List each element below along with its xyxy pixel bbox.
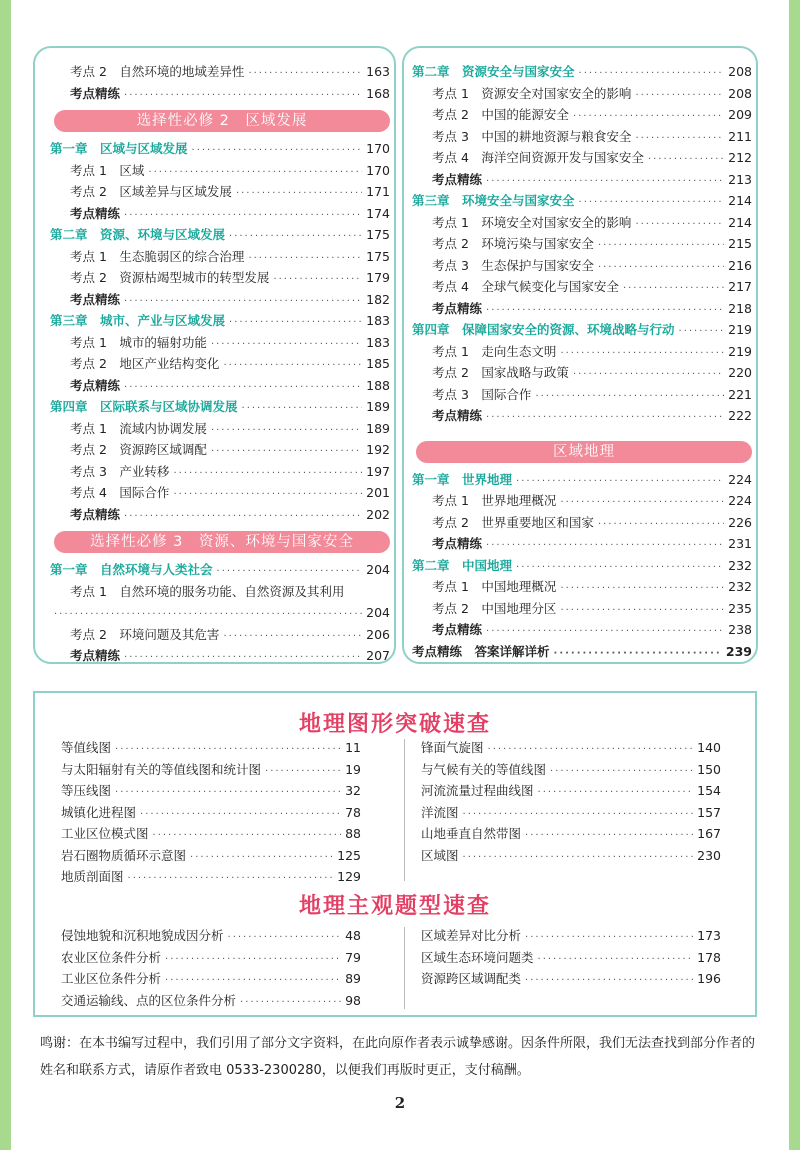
entry-page-number: 182 <box>366 291 390 307</box>
entry-page-number: 214 <box>728 193 752 208</box>
dot-leader <box>229 226 362 248</box>
entry-title: 考点精练 <box>70 377 121 393</box>
toc-entry <box>412 104 752 126</box>
dot-leader <box>190 847 333 869</box>
entry-page-number: 238 <box>728 622 752 637</box>
entry-title: 锋面气旋图 <box>421 740 484 755</box>
subjective-entry <box>61 925 361 947</box>
entry-title: 城镇化进程图 <box>61 804 137 820</box>
dot-leader <box>623 278 724 300</box>
entry-page-number: 224 <box>728 471 752 487</box>
entry-page-number: 212 <box>728 150 752 165</box>
entry-title: 考点 2 资源跨区域调配 <box>70 442 207 457</box>
toc-entry <box>412 576 752 598</box>
entry-page-number: 78 <box>345 804 361 820</box>
entry-page-number: 125 <box>337 847 361 863</box>
entry-page-number: 232 <box>728 579 752 594</box>
toc-practice-entry <box>412 533 752 555</box>
subjective-right-list <box>421 925 721 990</box>
dot-leader <box>516 471 724 493</box>
entry-page-number: 183 <box>366 334 390 350</box>
entry-title: 第二章 资源、环境与区域发展 <box>50 227 226 242</box>
graphic-entry <box>61 802 361 824</box>
entry-title: 考点精练 <box>70 506 121 522</box>
subjective-entry <box>61 990 361 1012</box>
entry-title: 考点精练 <box>432 300 483 316</box>
entry-page-number: 174 <box>366 205 390 221</box>
entry-title: 考点 1 走向生态文明 <box>432 343 557 359</box>
entry-page-number: 211 <box>728 128 752 144</box>
toc-practice-entry <box>50 83 390 105</box>
entry-title: 第三章 城市、产业与区域发展 <box>50 313 226 328</box>
entry-title: 考点 2 地区产业结构变化 <box>70 356 220 371</box>
entry-page-number: 232 <box>728 557 752 573</box>
toc-chapter-entry <box>412 319 752 341</box>
column-divider <box>404 927 405 1009</box>
subjective-entry <box>61 947 361 969</box>
dot-leader <box>598 514 724 536</box>
entry-page-number: 79 <box>345 949 361 965</box>
entry-title: 第四章 区际联系与区域协调发展 <box>50 399 238 414</box>
entry-page-number: 197 <box>366 463 390 479</box>
entry-page-number: 140 <box>697 740 721 755</box>
toc-right-column <box>412 61 752 662</box>
entry-page-number: 218 <box>728 300 752 316</box>
entry-page-number: 221 <box>728 386 752 402</box>
entry-page-number: 89 <box>345 971 361 986</box>
dot-leader <box>525 970 693 992</box>
entry-title: 考点 2 国家战略与政策 <box>432 365 569 380</box>
dot-leader <box>240 992 341 1014</box>
entry-page-number: 98 <box>345 992 361 1008</box>
entry-page-number: 220 <box>728 365 752 380</box>
entry-title: 第一章 区域与区域发展 <box>50 141 188 156</box>
entry-title: 第三章 环境安全与国家安全 <box>412 193 575 208</box>
toc-entry <box>412 341 752 363</box>
entry-page-number: 208 <box>728 85 752 101</box>
entry-page-number: 201 <box>366 485 390 500</box>
toc-entry <box>50 602 390 624</box>
toc-entry <box>412 362 752 384</box>
entry-title: 考点 4 国际合作 <box>70 485 170 500</box>
toc-entry <box>412 212 752 234</box>
dot-leader <box>560 343 724 365</box>
toc-entry <box>50 482 390 504</box>
dot-leader <box>165 949 341 971</box>
dot-leader <box>635 128 724 150</box>
entry-page-number: 235 <box>728 600 752 616</box>
dot-leader <box>228 927 342 949</box>
entry-title: 区域图 <box>421 847 459 863</box>
entry-page-number: 230 <box>697 847 721 863</box>
dot-leader <box>124 647 362 669</box>
toc-entry <box>412 126 752 148</box>
graphics-left-list <box>61 737 361 888</box>
dot-leader <box>242 398 363 420</box>
entry-title: 考点精练 <box>432 622 483 637</box>
entry-page-number: 189 <box>366 420 390 436</box>
entry-page-number: 207 <box>366 648 390 663</box>
entry-page-number: 154 <box>697 783 721 798</box>
entry-page-number: 222 <box>728 408 752 423</box>
entry-page-number: 178 <box>697 949 721 965</box>
dot-leader <box>579 192 725 214</box>
entry-title: 考点 1 中国地理概况 <box>432 579 557 594</box>
toc-entry <box>50 160 390 182</box>
graphic-entry <box>61 823 361 845</box>
dot-leader <box>248 248 362 270</box>
entry-page-number: 157 <box>697 804 721 820</box>
entry-page-number: 239 <box>725 643 752 659</box>
entry-page-number: 19 <box>345 761 361 777</box>
entry-title: 第一章 自然环境与人类社会 <box>50 562 213 577</box>
graphic-entry <box>421 823 721 845</box>
graphic-entry <box>61 737 361 759</box>
entry-title: 考点 4 海洋空间资源开发与国家安全 <box>432 150 644 165</box>
entry-page-number: 167 <box>697 826 721 841</box>
entry-title: 考点 3 生态保护与国家安全 <box>432 257 594 273</box>
entry-title: 考点精练 <box>432 171 483 187</box>
entry-page-number: 189 <box>366 399 390 414</box>
graphic-entry <box>61 780 361 802</box>
entry-title: 考点 2 中国的能源安全 <box>432 107 569 122</box>
entry-title: 资源跨区域调配类 <box>421 971 522 986</box>
entry-title: 考点 1 流域内协调发展 <box>70 420 207 436</box>
entry-title: 考点 3 国际合作 <box>432 386 532 402</box>
dot-leader <box>463 804 694 826</box>
toc-entry <box>412 384 752 406</box>
entry-page-number: 217 <box>728 279 752 294</box>
dot-leader <box>248 63 362 85</box>
dot-leader <box>525 927 693 949</box>
entry-page-number: 173 <box>697 928 721 943</box>
dot-leader <box>153 825 342 847</box>
entry-page-number: 170 <box>366 141 390 156</box>
dot-leader <box>573 106 724 128</box>
dot-leader <box>217 561 363 583</box>
entry-title: 考点精练 <box>70 85 121 101</box>
entry-page-number: 224 <box>728 493 752 508</box>
column-divider <box>404 739 405 881</box>
toc-chapter-entry <box>50 559 390 581</box>
graphic-entry <box>421 737 721 759</box>
toc-entry <box>50 267 390 289</box>
subjective-entry <box>421 947 721 969</box>
entry-page-number: 204 <box>366 605 390 620</box>
dot-leader <box>486 621 724 643</box>
entry-page-number: 215 <box>728 236 752 251</box>
toc-practice-entry <box>50 375 390 397</box>
dot-leader <box>550 761 693 783</box>
toc-entry <box>412 233 752 255</box>
subjective-entry <box>61 968 361 990</box>
entry-title: 与气候有关的等值线图 <box>421 761 547 777</box>
toc-entry <box>50 332 390 354</box>
toc-entry <box>412 490 752 512</box>
graphic-entry <box>61 759 361 781</box>
entry-title: 等值线图 <box>61 740 112 755</box>
entry-title: 河流流量过程曲线图 <box>421 783 534 798</box>
graphics-right-list <box>421 737 721 866</box>
dot-leader <box>229 312 362 334</box>
toc-chapter-entry <box>412 61 752 83</box>
dot-leader <box>525 825 693 847</box>
dot-leader <box>236 183 362 205</box>
toc-entry <box>50 246 390 268</box>
entry-page-number: 175 <box>366 227 390 242</box>
dot-leader <box>538 782 694 804</box>
graphic-entry <box>421 759 721 781</box>
entry-title: 考点精练 答案详解详析 <box>412 643 550 659</box>
toc-practice-entry <box>50 289 390 311</box>
entry-title: 考点 4 全球气候变化与国家安全 <box>432 279 619 294</box>
entry-page-number: 209 <box>728 107 752 122</box>
dot-leader <box>173 484 362 506</box>
graphic-entry <box>421 845 721 867</box>
dot-leader <box>211 334 362 356</box>
toc-entry <box>50 353 390 375</box>
entry-title: 第四章 保障国家安全的资源、环境战略与行动 <box>412 322 675 337</box>
entry-title: 考点 1 世界地理概况 <box>432 493 557 508</box>
entry-title: 考点 2 环境污染与国家安全 <box>432 236 594 251</box>
section-banner-elective-2: 选择性必修 2 区域发展 <box>54 110 390 132</box>
toc-entry <box>412 147 752 169</box>
toc-entry <box>50 61 390 83</box>
toc-chapter-entry <box>412 555 752 577</box>
toc-practice-entry <box>412 405 752 427</box>
entry-page-number: 226 <box>728 514 752 530</box>
toc-practice-entry <box>50 504 390 526</box>
dot-leader <box>463 847 694 869</box>
entry-title: 与太阳辐射有关的等值线图和统计图 <box>61 761 262 777</box>
dot-leader <box>554 643 722 665</box>
entry-title: 区域差异对比分析 <box>421 928 522 943</box>
entry-page-number: 11 <box>345 740 361 755</box>
entry-title: 等压线图 <box>61 783 112 798</box>
entry-page-number: 170 <box>366 162 390 178</box>
entry-page-number: 175 <box>366 248 390 264</box>
entry-title: 考点 2 世界重要地区和国家 <box>432 514 594 530</box>
entry-page-number: 202 <box>366 506 390 522</box>
graphic-entry <box>421 780 721 802</box>
entry-page-number: 179 <box>366 270 390 285</box>
entry-title: 考点 2 中国地理分区 <box>432 600 557 616</box>
entry-page-number: 48 <box>345 928 361 943</box>
entry-title: 第一章 世界地理 <box>412 471 513 487</box>
dot-leader <box>579 63 725 85</box>
entry-title: 考点精练 <box>432 408 483 423</box>
entry-page-number: 183 <box>366 313 390 328</box>
toc-entry <box>50 624 390 646</box>
entry-title: 考点精练 <box>432 536 483 551</box>
dot-leader <box>165 970 341 992</box>
dot-leader <box>535 386 724 408</box>
dot-leader <box>124 205 362 227</box>
entry-title: 第二章 资源安全与国家安全 <box>412 64 575 79</box>
section-banner-elective-3: 选择性必修 3 资源、环境与国家安全 <box>54 531 390 553</box>
dot-leader <box>192 140 363 162</box>
dot-leader <box>54 604 362 626</box>
toc-chapter-entry <box>412 469 752 491</box>
subjective-entry <box>421 925 721 947</box>
dot-leader <box>486 535 724 557</box>
dot-leader <box>140 804 341 826</box>
toc-entry <box>412 255 752 277</box>
toc-entry <box>412 83 752 105</box>
toc-entry <box>50 461 390 483</box>
entry-page-number: 219 <box>728 343 752 359</box>
dot-leader <box>265 761 341 783</box>
dot-leader <box>124 291 362 313</box>
dot-leader <box>560 600 724 622</box>
toc-entry <box>50 581 390 603</box>
dot-leader <box>124 377 362 399</box>
dot-leader <box>488 739 694 761</box>
dot-leader <box>560 578 724 600</box>
dot-leader <box>598 235 724 257</box>
dot-leader <box>211 441 362 463</box>
dot-leader <box>124 506 362 528</box>
entry-title: 地质剖面图 <box>61 869 124 884</box>
entry-title: 考点精练 <box>70 291 121 307</box>
entry-page-number: 150 <box>697 761 721 777</box>
entry-title: 考点 2 资源枯竭型城市的转型发展 <box>70 270 270 285</box>
dot-leader <box>223 626 362 648</box>
dot-leader <box>538 949 694 971</box>
toc-practice-entry <box>412 298 752 320</box>
entry-page-number: 188 <box>366 377 390 393</box>
entry-page-number: 163 <box>366 64 390 79</box>
subjective-entry <box>421 968 721 990</box>
entry-title: 考点 2 自然环境的地域差异性 <box>70 64 245 79</box>
entry-title: 侵蚀地貌和沉积地貌成因分析 <box>61 928 224 943</box>
graphics-section-title: 地理图形突破速查 <box>298 712 491 737</box>
section-banner-regional-geography: 区域地理 <box>416 441 752 463</box>
dot-leader <box>635 85 724 107</box>
dot-leader <box>486 171 724 193</box>
toc-chapter-entry <box>50 138 390 160</box>
entry-title: 工业区位条件分析 <box>61 971 162 986</box>
entry-title: 区域生态环境问题类 <box>421 949 534 965</box>
entry-title: 考点 1 自然环境的服务功能、自然资源及其利用 <box>70 583 345 599</box>
toc-chapter-entry <box>412 190 752 212</box>
toc-entry <box>412 598 752 620</box>
dot-leader <box>273 269 362 291</box>
dot-leader <box>648 149 724 171</box>
entry-title: 考点 1 环境安全对国家安全的影响 <box>432 214 632 230</box>
subjective-section-title: 地理主观题型速查 <box>298 894 491 919</box>
dot-leader <box>115 739 341 761</box>
dot-leader <box>486 407 724 429</box>
toc-practice-entry <box>50 645 390 667</box>
entry-page-number: 168 <box>366 85 390 101</box>
acknowledgement-text: 鸣谢：在本书编写过程中，我们引用了部分文字资料，在此向原作者表示诚挚感谢。因条件所限，我们无法查找到部分作者的姓名和联系方式，请原作者致电 0533-2300280，以便我们再版时更正，支付稿酬。 <box>40 1036 756 1078</box>
dot-leader <box>115 782 341 804</box>
toc-practice-entry <box>50 203 390 225</box>
toc-entry <box>50 418 390 440</box>
entry-page-number: 192 <box>366 442 390 457</box>
entry-page-number: 219 <box>728 322 752 337</box>
toc-entry <box>50 439 390 461</box>
entry-title: 岩石圈物质循环示意图 <box>61 847 187 863</box>
entry-title: 考点 1 区域 <box>70 162 145 178</box>
toc-practice-entry <box>412 619 752 641</box>
entry-title: 交通运输线、点的区位条件分析 <box>61 992 237 1008</box>
entry-title: 工业区位模式图 <box>61 826 149 841</box>
entry-title: 考点精练 <box>70 648 121 663</box>
toc-practice-entry <box>412 641 752 663</box>
entry-title: 考点 2 环境问题及其危害 <box>70 626 220 642</box>
entry-title: 第二章 中国地理 <box>412 557 513 573</box>
toc-entry <box>412 512 752 534</box>
entry-title: 考点 1 生态脆弱区的综合治理 <box>70 248 245 264</box>
entry-page-number: 208 <box>728 64 752 79</box>
entry-title: 考点 1 资源安全对国家安全的影响 <box>432 85 632 101</box>
page-number: 2 <box>394 1094 406 1112</box>
toc-entry <box>412 276 752 298</box>
dot-leader <box>211 420 362 442</box>
toc-chapter-entry <box>50 310 390 332</box>
toc-entry <box>50 181 390 203</box>
toc-left-column <box>50 61 390 667</box>
dot-leader <box>486 300 724 322</box>
entry-page-number: 129 <box>337 869 361 884</box>
entry-page-number: 214 <box>728 214 752 230</box>
entry-title: 考点 3 中国的耕地资源与粮食安全 <box>432 128 632 144</box>
entry-page-number: 206 <box>366 626 390 642</box>
graphic-entry <box>61 845 361 867</box>
entry-page-number: 196 <box>697 971 721 986</box>
entry-title: 考点 3 产业转移 <box>70 463 170 479</box>
dot-leader <box>598 257 724 279</box>
entry-page-number: 185 <box>366 356 390 371</box>
entry-page-number: 88 <box>345 826 361 841</box>
dot-leader <box>148 162 362 184</box>
graphic-entry <box>421 802 721 824</box>
entry-title: 考点精练 <box>70 205 121 221</box>
entry-title: 洋流图 <box>421 804 459 820</box>
entry-title: 考点 1 城市的辐射功能 <box>70 334 207 350</box>
subjective-left-list <box>61 925 361 1011</box>
entry-page-number: 216 <box>728 257 752 273</box>
dot-leader <box>679 321 725 343</box>
entry-title: 考点 2 区域差异与区域发展 <box>70 184 232 199</box>
dot-leader <box>173 463 362 485</box>
entry-title: 农业区位条件分析 <box>61 949 162 965</box>
dot-leader <box>124 85 362 107</box>
dot-leader <box>560 492 724 514</box>
dot-leader <box>128 868 334 890</box>
quick-reference-panel <box>33 691 757 1017</box>
graphic-entry <box>61 866 361 888</box>
dot-leader <box>223 355 362 377</box>
dot-leader <box>635 214 724 236</box>
entry-page-number: 231 <box>728 536 752 551</box>
dot-leader <box>573 364 724 386</box>
toc-chapter-entry <box>50 396 390 418</box>
entry-page-number: 32 <box>345 783 361 798</box>
entry-page-number: 171 <box>366 184 390 199</box>
entry-page-number: 213 <box>728 171 752 187</box>
dot-leader <box>516 557 724 579</box>
entry-page-number: 204 <box>366 562 390 577</box>
toc-practice-entry <box>412 169 752 191</box>
entry-title: 山地垂直自然带图 <box>421 826 522 841</box>
toc-chapter-entry <box>50 224 390 246</box>
